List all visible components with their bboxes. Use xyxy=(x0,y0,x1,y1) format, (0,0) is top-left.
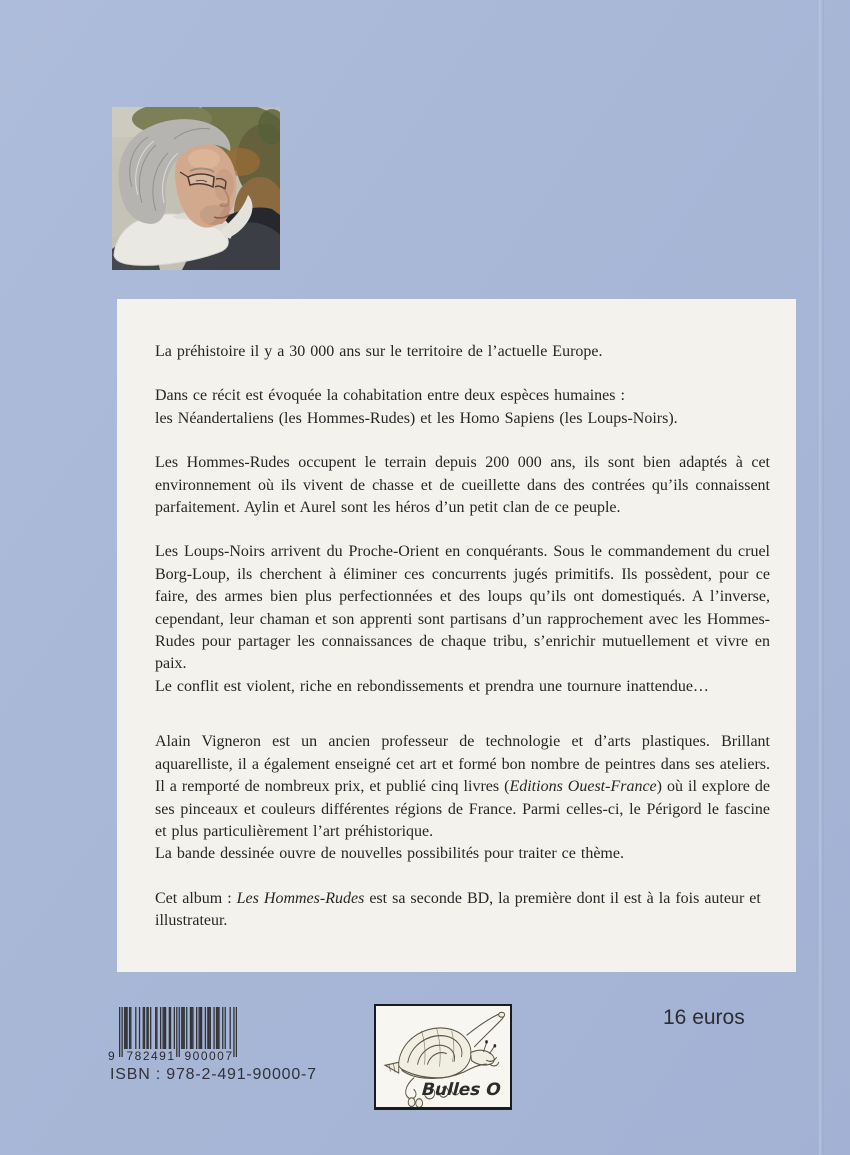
album-text-end: est sa seconde BD, la première dont il est à la fois auteur et illustrateur. xyxy=(155,889,761,930)
barcode-digit-left: 9 xyxy=(108,1049,115,1063)
intro-line: La préhistoire il y a 30 000 ans sur le territoire de l’actuelle Europe. xyxy=(155,343,603,360)
premise-line-1: Dans ce récit est évoquée la cohabitation entre deux espèces humaines : xyxy=(155,387,625,405)
album-title-italic: Les Hommes-Rudes xyxy=(236,889,365,907)
author-portrait-illustration xyxy=(112,107,280,270)
author-bio-paragraph xyxy=(155,731,770,843)
bio-text-start: Alain Vigneron est un ancien professeur de technologie et d’arts plastiques. Brillant aquarelliste, il a également enseigné cet art et formé bon nombre de peintres dans ses ateliers. Il a remporté de nombreux prix, et publié cinq livres ( xyxy=(155,733,770,796)
publisher-logo-box xyxy=(374,1004,512,1110)
bio-publisher-italic: Editions Ouest-France xyxy=(509,778,657,796)
conflict-line: Le conflit est violent, riche en rebondissements et prendra une tournure inattendue… xyxy=(155,677,709,695)
author-photo xyxy=(112,107,280,270)
isbn-text: ISBN : 978-2-491-90000-7 xyxy=(110,1066,317,1083)
bio-text-end: ) où il explore de ses pinceaux et couleurs différentes régions de France. Parmi celles-ci, le Périgord le fascine et plus particulièrement l’art préhistorique. xyxy=(155,778,771,840)
cover-crease xyxy=(819,0,824,1155)
loups-noirs-paragraph: Les Loups-Noirs arrivent du Proche-Orient en conquérants. Sous le commandement du cruel Borg-Loup, ils cherchent à éliminer ces concurrents jugés primitifs. Ils possèdent, pour ce faire, des armes bien plus perfectionnées et des loups qu’ils ont domestiqués. A l’inverse, cependant, leur chaman et son apprenti sont partisans d’un rapprochement avec les Hommes-Rudes pour partager les connaissances de chaque tribu, s’enrichir mutuellement et vivre en paix. xyxy=(155,543,770,673)
publisher-name: Bulles O xyxy=(421,1080,502,1100)
barcode-digits-group1: 782491 xyxy=(126,1049,176,1063)
price-text: 16 euros xyxy=(663,1006,745,1029)
bio-closing-line: La bande dessinée ouvre de nouvelles possibilités pour traiter ce thème. xyxy=(155,845,624,863)
premise-line-2: les Néandertaliens (les Hommes-Rudes) et les Homo Sapiens (les Loups-Noirs). xyxy=(155,409,678,427)
album-note-paragraph xyxy=(155,888,770,933)
barcode-digits-group2: 900007 xyxy=(184,1049,234,1063)
synopsis-panel xyxy=(117,299,796,972)
hommes-rudes-paragraph: Les Hommes-Rudes occupent le terrain depuis 200 000 ans, ils sont bien adaptés à cet environnement où ils vivent de chasse et de cueillette dans des contrées qu’ils connaissent parfaitement. Aylin et Aurel sont les héros d’un petit clan de ce peuple. xyxy=(155,454,770,517)
album-text-start: Cet album : xyxy=(155,889,237,907)
premise-paragraph xyxy=(155,385,770,430)
ean-barcode xyxy=(108,1005,248,1065)
